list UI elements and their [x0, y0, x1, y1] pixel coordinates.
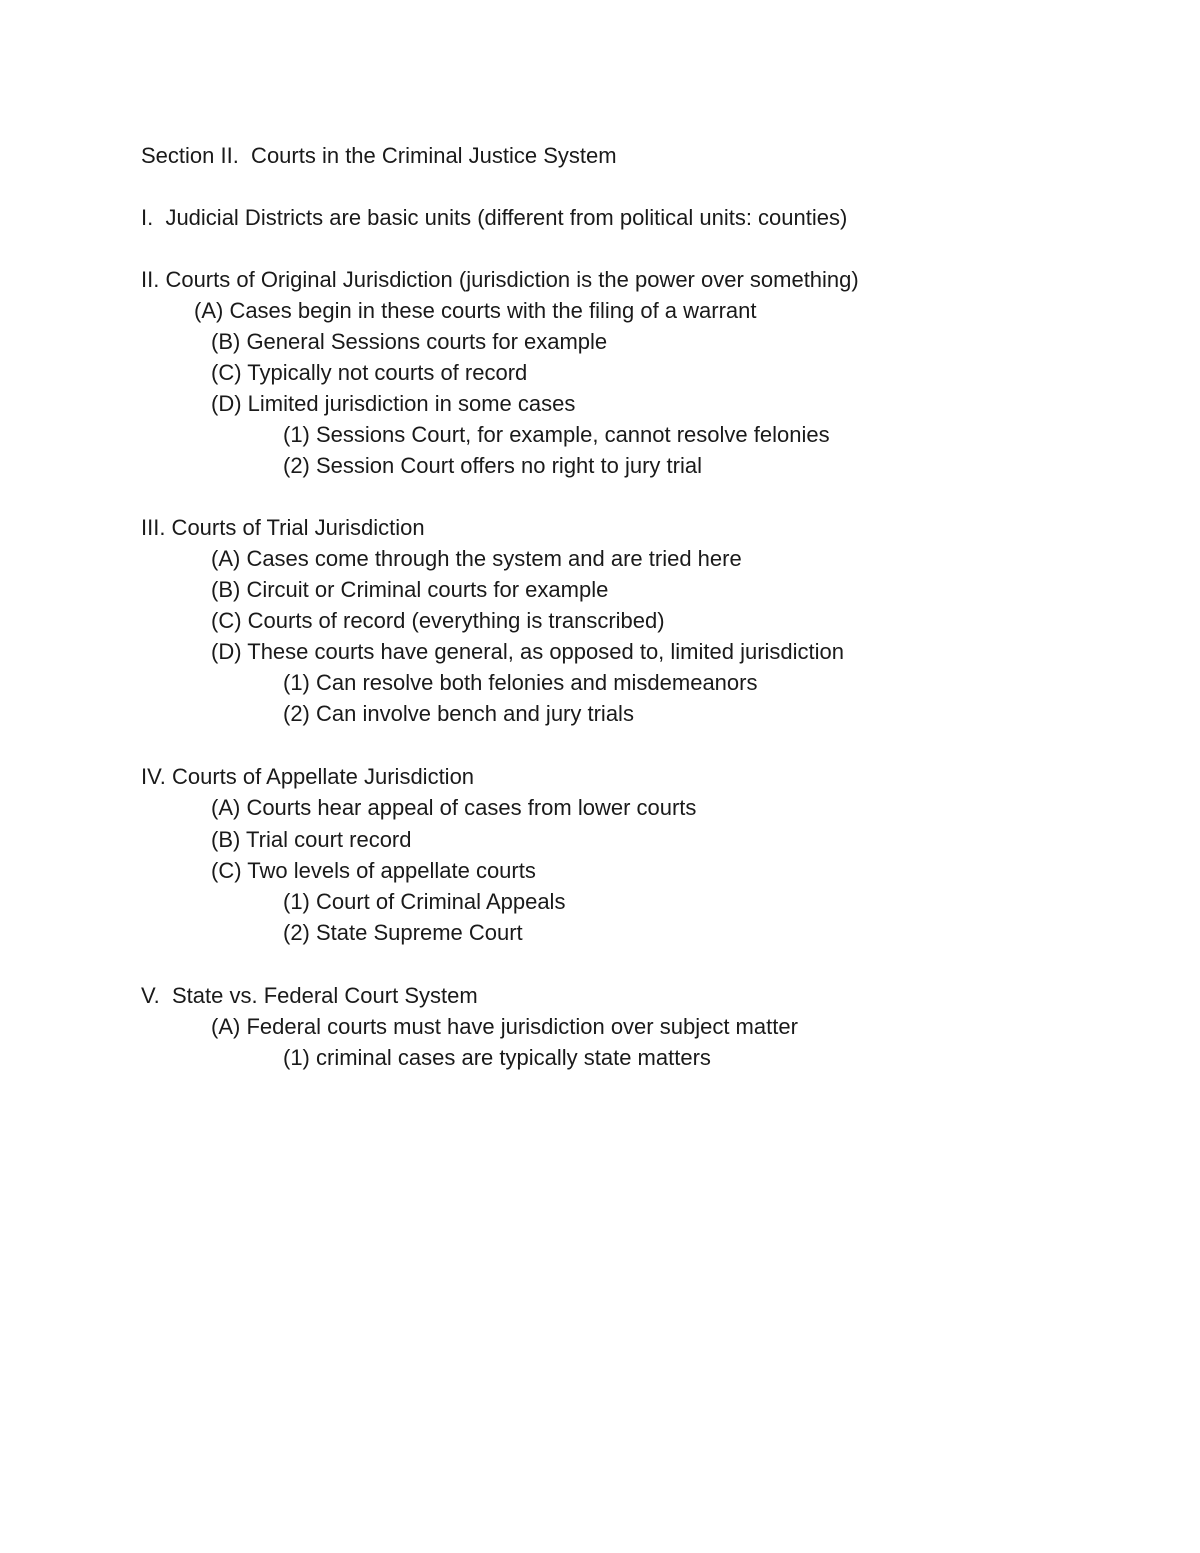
outline-item-v-a: (A) Federal courts must have jurisdiction over subject matter [211, 1014, 798, 1039]
outline-heading-iv: IV. Courts of Appellate Jurisdiction [141, 764, 475, 789]
outline-heading-i: I. Judicial Districts are basic units (different from political units: counties) [141, 205, 848, 230]
outline-item-ii-a: (A) Cases begin in these courts with the filing of a warrant [194, 298, 757, 323]
outline-item-v-a-1: (1) criminal cases are typically state matters [283, 1045, 711, 1070]
document-title: Section II. Courts in the Criminal Justice System [141, 143, 617, 168]
outline-item-ii-d-1: (1) Sessions Court, for example, cannot resolve felonies [283, 422, 830, 447]
outline-item-iv-b: (B) Trial court record [211, 827, 412, 852]
outline-item-iii-d: (D) These courts have general, as opposed to, limited jurisdiction [211, 639, 845, 664]
outline-item-iv-c-1: (1) Court of Criminal Appeals [283, 889, 566, 914]
outline-item-ii-b: (B) General Sessions courts for example [211, 329, 608, 354]
outline-item-ii-d: (D) Limited jurisdiction in some cases [211, 391, 576, 416]
outline-heading-ii: II. Courts of Original Jurisdiction (jurisdiction is the power over something) [141, 267, 859, 292]
outline-item-iii-d-1: (1) Can resolve both felonies and misdemeanors [283, 670, 758, 695]
outline-item-ii-c: (C) Typically not courts of record [211, 360, 528, 385]
outline-item-iii-a: (A) Cases come through the system and are tried here [211, 546, 742, 571]
outline-item-iv-a: (A) Courts hear appeal of cases from lower courts [211, 795, 697, 820]
outline-item-iv-c-2: (2) State Supreme Court [283, 920, 523, 945]
outline-item-iii-d-2: (2) Can involve bench and jury trials [283, 701, 634, 726]
outline-item-ii-d-2: (2) Session Court offers no right to jury trial [283, 453, 702, 478]
outline-heading-iii: III. Courts of Trial Jurisdiction [141, 515, 425, 540]
outline-item-iii-c: (C) Courts of record (everything is transcribed) [211, 608, 665, 633]
outline-item-iv-c: (C) Two levels of appellate courts [211, 858, 536, 883]
outline-item-iii-b: (B) Circuit or Criminal courts for example [211, 577, 609, 602]
outline-heading-v: V. State vs. Federal Court System [141, 983, 478, 1008]
